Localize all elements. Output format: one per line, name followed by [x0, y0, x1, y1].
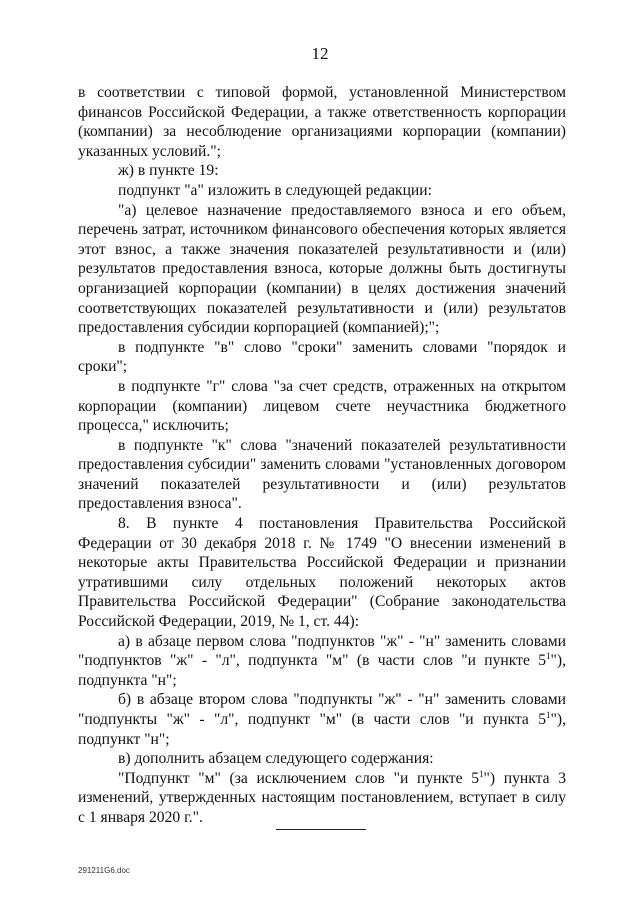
paragraph: в) дополнить абзацем следующего содержания:	[118, 750, 434, 768]
paragraph: в подпункте "в" слово "сроки" заменить словами "порядок и сроки";	[78, 338, 566, 376]
superscript: 1	[546, 709, 551, 720]
paragraph	[78, 769, 566, 828]
paragraph-text: б) в абзаце втором слова "подпункты "ж" - "н" заменить словами "подпункты "ж" - "л", подпункт "м" (в части слов "и пункта 5	[78, 691, 566, 728]
superscript: 1	[546, 651, 551, 662]
document-body	[78, 83, 566, 828]
superscript: 1	[479, 768, 484, 779]
footer-code: 291211G6.doc	[78, 866, 130, 875]
paragraph: ж) в пункте 19:	[118, 162, 219, 180]
paragraph: в соответствии с типовой формой, установленной Министерством финансов Российской Федерации, а также ответственность корпорации (компании) за несоблюдение организациями корпорации (компании) указанных условий.";	[78, 84, 566, 160]
paragraph: в подпункте "к" слова "значений показателей результативности предоставления субсидии" заменить словами "установленных договором значений показателей результативности и (или) результатов предоставления взноса".	[78, 436, 566, 513]
paragraph: в подпункте "г" слова "за счет средств, отраженных на открытом корпорации (компании) лицевом счете неучастника бюджетного процесса," исключить;	[78, 377, 566, 435]
paragraph-text: "), подпункта "н";	[78, 652, 566, 689]
page-number: 12	[311, 44, 329, 63]
paragraph-text: ") пункта 3 изменений, утвержденных настоящим постановлением, вступает в силу с 1 января 2020 г.".	[78, 769, 566, 826]
paragraph: "а) целевое назначение предоставляемого взноса и его объем, перечень затрат, источником финансового обеспечения которых является этот взнос, а также значения показателей результативности и (или) результатов предоставления взноса, которые должны быть достигнуты организацией корпорации (компании) в целях достижения значений соответствующих показателей результативности и (или) результатов предоставления субсидии корпорацией (компанией);";	[78, 201, 566, 337]
paragraph-text: а) в абзаце первом слова "подпунктов "ж" - "н" заменить словами "подпунктов "ж" - "л", подпункта "м" (в части слов "и пункте 5	[78, 632, 566, 670]
paragraph: подпункт "а" изложить в следующей редакции:	[118, 181, 432, 199]
separator-line	[276, 829, 366, 830]
paragraph	[78, 632, 566, 691]
paragraph-text: "Подпункт "м" (за исключением слов "и пункте 5	[118, 769, 480, 787]
paragraph: 8. В пункте 4 постановления Правительства Российской Федерации от 30 декабря 2018 г. № 1749 "О внесении изменений в некоторые акты Правительства Российской Федерации и признании утратившими силу отдельных положений некоторых актов Правительства Российской Федерации" (Собрание законодательства Российской Федерации, 2019, № 1, ст. 44):	[78, 515, 566, 631]
paragraph-text: "), подпункт "н";	[78, 711, 566, 748]
paragraph	[78, 690, 566, 749]
